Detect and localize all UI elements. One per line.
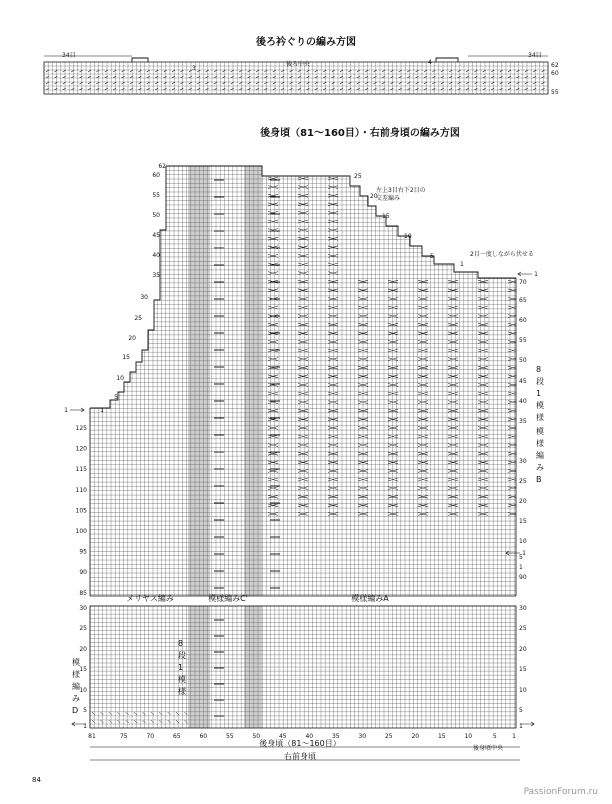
right-row-number: 65 (519, 297, 527, 304)
lower-row-right: 30 (519, 605, 527, 612)
center-front-label: 後身頃中央 (472, 745, 504, 752)
right-row-number: 10 (519, 538, 527, 545)
left-row-number: 10 (116, 375, 124, 382)
lower-row-left: 25 (79, 625, 87, 632)
row-arrow (506, 551, 520, 555)
right-decrease-mark: 4 (428, 59, 432, 66)
column-number: 15 (437, 733, 446, 740)
pattern-d-4: み (72, 694, 80, 703)
right-row-number: 60 (519, 317, 527, 324)
lower-row-left: 10 (79, 687, 87, 694)
right-row-number: 50 (519, 357, 527, 364)
left-row-number: 5 (114, 394, 118, 401)
left-row-number: 50 (152, 212, 160, 219)
pattern-b-moyou: 模 (536, 401, 544, 410)
section-pattern-c: 模様編みC' (208, 594, 248, 603)
left-row-number: 15 (122, 354, 130, 361)
step-number: 20 (370, 193, 378, 200)
front-label: 右前身頃 (284, 752, 316, 761)
lower-row-right: 10 (519, 687, 527, 694)
main-grid (90, 166, 516, 596)
neck-step-right (436, 58, 458, 62)
neck-row-62: 62 (551, 62, 559, 69)
left-row-number-lower: 100 (75, 528, 87, 535)
column-number: 70 (146, 733, 155, 740)
column-number: 40 (305, 733, 314, 740)
right-row-number: 5 (519, 554, 523, 561)
right-row-number: 20 (519, 498, 527, 505)
lower-repeat-you: 様 (178, 687, 186, 696)
column-number: 1 (512, 733, 516, 740)
arrow-label: 1 (64, 407, 68, 414)
left-count-label: 34目 (62, 52, 76, 59)
step-number: 1 (460, 261, 464, 268)
neck-row-60: 60 (551, 70, 559, 77)
left-row-number-lower: 105 (75, 507, 87, 515)
lower-repeat-8: 8 (178, 639, 184, 648)
lower-row-right: 15 (519, 666, 527, 673)
left-row-number-lower: 90 (79, 569, 87, 577)
pattern-d-1: 模 (72, 658, 80, 667)
pattern-b-1: 1 (536, 389, 542, 398)
neck-chart-title: 後ろ衿ぐりの編み方図 (256, 37, 356, 48)
center-back-label: 後ろ中央 (285, 61, 311, 68)
step-number: 25 (354, 173, 362, 180)
crossed-stitch-annotation-1: 左上3目右下2目の (376, 187, 426, 194)
lower-row-right: 20 (519, 646, 527, 653)
neck-pattern-row (46, 82, 545, 84)
lower-row-left: 30 (79, 605, 87, 612)
crossed-stitch-annotation-2: 交差編み (376, 195, 401, 202)
step-number: 15 (382, 213, 390, 220)
section-stockinette: メリヤス編み (126, 594, 174, 603)
lower-grid (72, 605, 534, 740)
left-row-number: 20 (128, 335, 136, 342)
lower-chart (72, 605, 534, 740)
lower-row-left: 1 (83, 723, 87, 730)
main-chart (64, 126, 544, 603)
left-row-number: 45 (152, 232, 160, 239)
right-count-label: 34目 (528, 52, 542, 59)
lower-row-left: 5 (83, 707, 87, 714)
right-row-number: 90 (519, 574, 527, 581)
pattern-b-name-5: B (536, 475, 542, 484)
row-arrow (70, 408, 84, 412)
column-number: 30 (358, 733, 367, 740)
pattern-b-8: 8 (536, 365, 542, 374)
left-decrease-mark: 3 (192, 65, 196, 72)
column-number: 10 (464, 733, 473, 740)
shaded-column (244, 166, 262, 596)
page-number: 84 (32, 776, 41, 784)
left-row-number-lower: 85 (79, 589, 87, 597)
row-arrow (518, 272, 532, 276)
right-row-number: 25 (519, 478, 527, 485)
left-row-number: 1 (100, 407, 104, 414)
watermark: PassionForum.ru (523, 787, 598, 797)
left-row-number: 60 (152, 172, 160, 179)
right-row-number: 45 (519, 378, 527, 385)
column-number: 35 (331, 733, 340, 740)
column-number: 45 (278, 733, 287, 740)
column-number: 25 (384, 733, 393, 740)
right-row-number: 15 (519, 518, 527, 525)
main-chart-title: 後身頃（81〜160目）・右前身頃の編み方図 (260, 128, 460, 139)
pattern-d-3: 編 (72, 682, 80, 691)
column-number: 20 (411, 733, 420, 740)
lower-row-right: 5 (519, 707, 523, 714)
column-number: 81 (88, 733, 96, 740)
left-row-number: 25 (134, 315, 142, 322)
right-row-number: 35 (519, 418, 527, 425)
neck-pattern-row (46, 70, 545, 72)
shaded-column (188, 166, 210, 596)
right-row-number: 1 (519, 564, 523, 571)
main-grid-clipped (90, 166, 516, 596)
grid-rows (90, 606, 516, 724)
column-number: 75 (119, 733, 128, 740)
right-row-number: 40 (519, 398, 527, 405)
pattern-b-name-4: み (536, 463, 544, 472)
column-number: 60 (199, 733, 208, 740)
neck-row-55: 55 (551, 89, 559, 96)
left-row-number-lower: 95 (79, 548, 87, 556)
section-pattern-a: 模様編みA (351, 594, 389, 603)
neck-pattern-row (46, 76, 545, 78)
main-overlay (64, 163, 538, 597)
footer (32, 738, 598, 797)
lower-row-left: 20 (79, 646, 87, 653)
lower-row-left: 15 (79, 666, 87, 673)
left-row-number: 55 (152, 192, 160, 199)
left-row-number: 35 (152, 272, 160, 279)
lower-repeat-mo: 模 (178, 675, 186, 684)
arrow-label: 1 (522, 550, 526, 557)
pattern-d-5: D (72, 706, 79, 715)
lower-row-right: 25 (519, 625, 527, 632)
left-row-number-lower: 120 (75, 445, 87, 453)
right-row-number: 70 (519, 279, 527, 286)
pattern-b-name-2: 様 (536, 439, 544, 448)
pattern-b-name-1: 模 (536, 427, 544, 436)
bindoff-annotation: 2目一度しながら伏せる (470, 251, 534, 258)
step-number: 5 (430, 253, 434, 260)
left-staircase (90, 166, 166, 408)
neck-pattern-row (46, 88, 545, 90)
neck-chart (44, 35, 559, 96)
left-row-number: 30 (140, 294, 148, 301)
pattern-d-2: 様 (72, 670, 80, 679)
lower-repeat-1: 1 (178, 663, 184, 672)
left-row-number-lower: 115 (75, 466, 87, 474)
back-label: 後身頃（81〜160目） (259, 739, 341, 748)
neck-step-left (132, 58, 148, 62)
column-number: 50 (252, 733, 261, 740)
column-number: 55 (225, 733, 234, 740)
step-number: 10 (404, 233, 412, 240)
column-number: 5 (492, 733, 497, 740)
right-row-number: 30 (519, 458, 527, 465)
lower-pattern-d (92, 712, 187, 723)
column-number: 65 (172, 733, 181, 740)
lower-repeat-dan: 段 (178, 651, 186, 660)
pattern-b-name-3: 編 (536, 451, 544, 460)
left-row-number-lower: 125 (75, 425, 87, 432)
arrow-label: 1 (534, 271, 538, 278)
left-row-number-lower: 110 (75, 486, 87, 494)
left-row-number: 40 (152, 252, 160, 259)
lower-row-right: 1 (519, 723, 523, 730)
right-row-number: 55 (519, 337, 527, 344)
left-row-number: 62 (158, 163, 166, 170)
pattern-b-you: 様 (536, 413, 544, 422)
pattern-b-dan: 段 (536, 377, 544, 386)
